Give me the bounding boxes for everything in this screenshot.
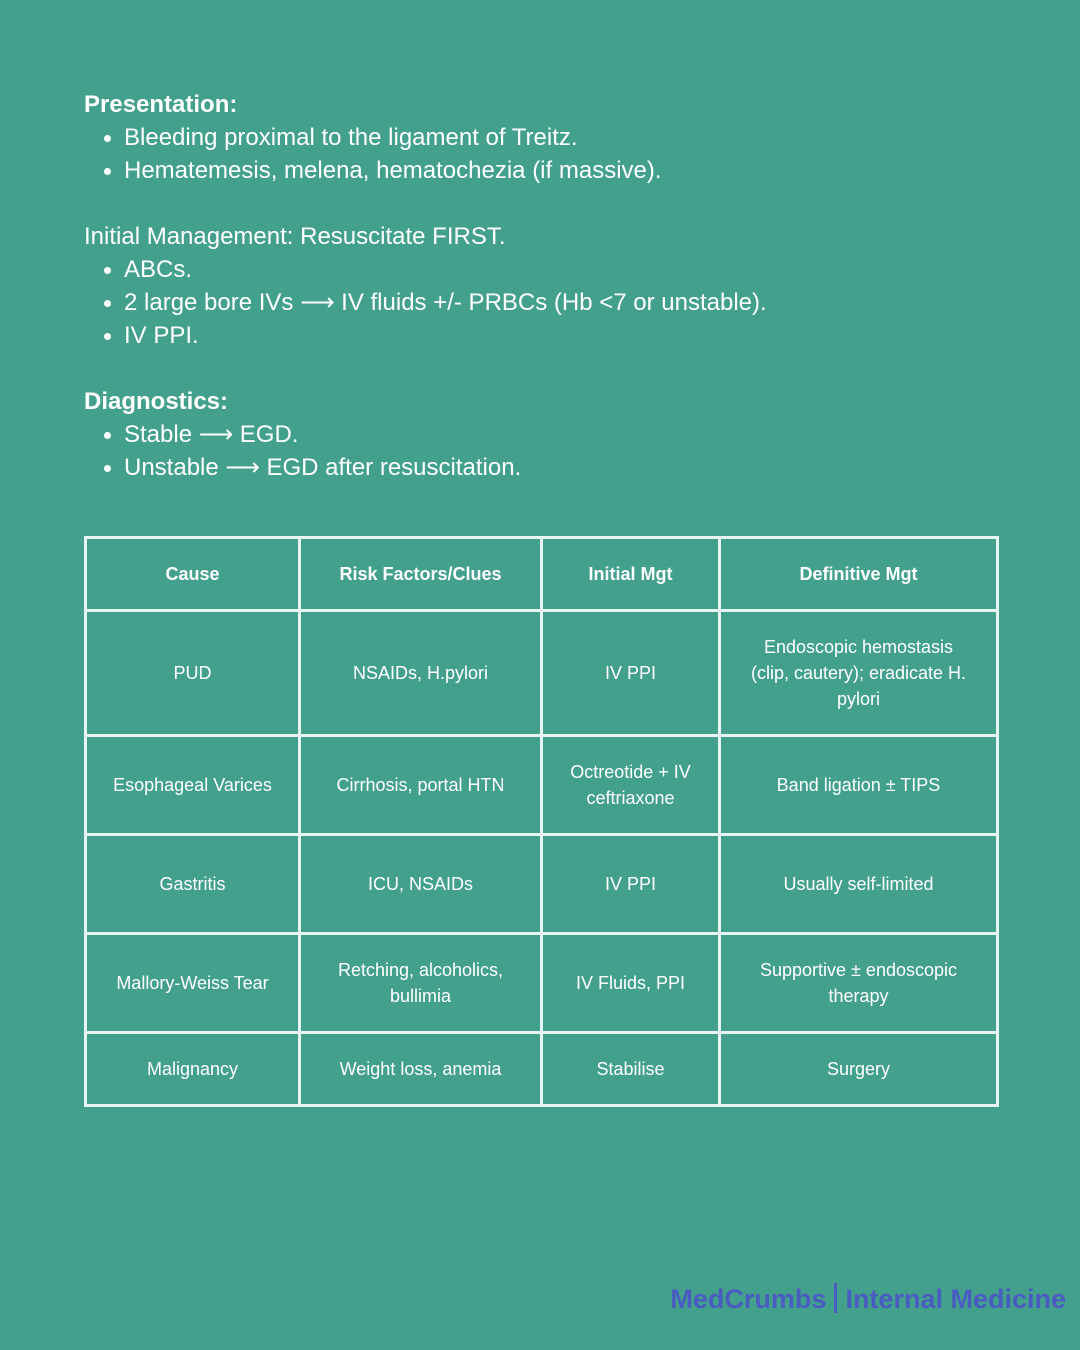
- brand-footer: [670, 1283, 1066, 1315]
- initial-management-list: [84, 253, 1044, 352]
- cell-initial-mgt: IV PPI: [542, 611, 720, 736]
- header-risk-factors: Risk Factors/Clues: [300, 538, 542, 611]
- presentation-title: Presentation:: [84, 91, 238, 118]
- table-row: [86, 736, 998, 835]
- list-item: Bleeding proximal to the ligament of Treitz.: [104, 121, 1044, 154]
- cell-risk-factors: Retching, alcoholics, bullimia: [300, 934, 542, 1033]
- cell-cause: PUD: [86, 611, 300, 736]
- cell-definitive-mgt: Usually self-limited: [720, 835, 998, 934]
- list-item: Hematemesis, melena, hematochezia (if massive).: [104, 154, 1044, 187]
- cell-cause: Malignancy: [86, 1033, 300, 1106]
- cell-definitive-mgt: Band ligation ± TIPS: [720, 736, 998, 835]
- header-definitive-mgt: Definitive Mgt: [720, 538, 998, 611]
- table-header-row: [86, 538, 998, 611]
- table-row: [86, 611, 998, 736]
- brand-name: MedCrumbs: [670, 1284, 827, 1314]
- cell-risk-factors: Cirrhosis, portal HTN: [300, 736, 542, 835]
- cell-initial-mgt: Stabilise: [542, 1033, 720, 1106]
- list-item: ABCs.: [104, 253, 1044, 286]
- table-row: [86, 934, 998, 1033]
- list-item: Unstable ⟶ EGD after resuscitation.: [104, 451, 1044, 484]
- cell-initial-mgt: IV PPI: [542, 835, 720, 934]
- header-cause: Cause: [86, 538, 300, 611]
- list-item: 2 large bore IVs ⟶ IV fluids +/- PRBCs (Hb <7 or unstable).: [104, 286, 1044, 319]
- brand-section: Internal Medicine: [845, 1284, 1066, 1314]
- cell-cause: Esophageal Varices: [86, 736, 300, 835]
- cell-risk-factors: Weight loss, anemia: [300, 1033, 542, 1106]
- cell-risk-factors: ICU, NSAIDs: [300, 835, 542, 934]
- presentation-list: [84, 121, 1044, 187]
- notes-content: [84, 88, 1044, 484]
- cell-cause: Mallory-Weiss Tear: [86, 934, 300, 1033]
- cell-initial-mgt: IV Fluids, PPI: [542, 934, 720, 1033]
- cell-risk-factors: NSAIDs, H.pylori: [300, 611, 542, 736]
- cell-definitive-mgt: Supportive ± endoscopic therapy: [720, 934, 998, 1033]
- header-initial-mgt: Initial Mgt: [542, 538, 720, 611]
- brand-divider: [834, 1283, 837, 1313]
- diagnostics-title: Diagnostics:: [84, 388, 229, 415]
- cell-cause: Gastritis: [86, 835, 300, 934]
- cell-definitive-mgt: Surgery: [720, 1033, 998, 1106]
- cell-definitive-mgt: Endoscopic hemostasis (clip, cautery); eradicate H. pylori: [720, 611, 998, 736]
- list-item: Stable ⟶ EGD.: [104, 418, 1044, 451]
- management-table: [84, 536, 999, 1107]
- cell-initial-mgt: Octreotide + IV ceftriaxone: [542, 736, 720, 835]
- initial-management-title: Initial Management: Resuscitate FIRST.: [84, 223, 506, 250]
- list-item: IV PPI.: [104, 319, 1044, 352]
- diagnostics-list: [84, 418, 1044, 484]
- table-row: [86, 835, 998, 934]
- table-row: [86, 1033, 998, 1106]
